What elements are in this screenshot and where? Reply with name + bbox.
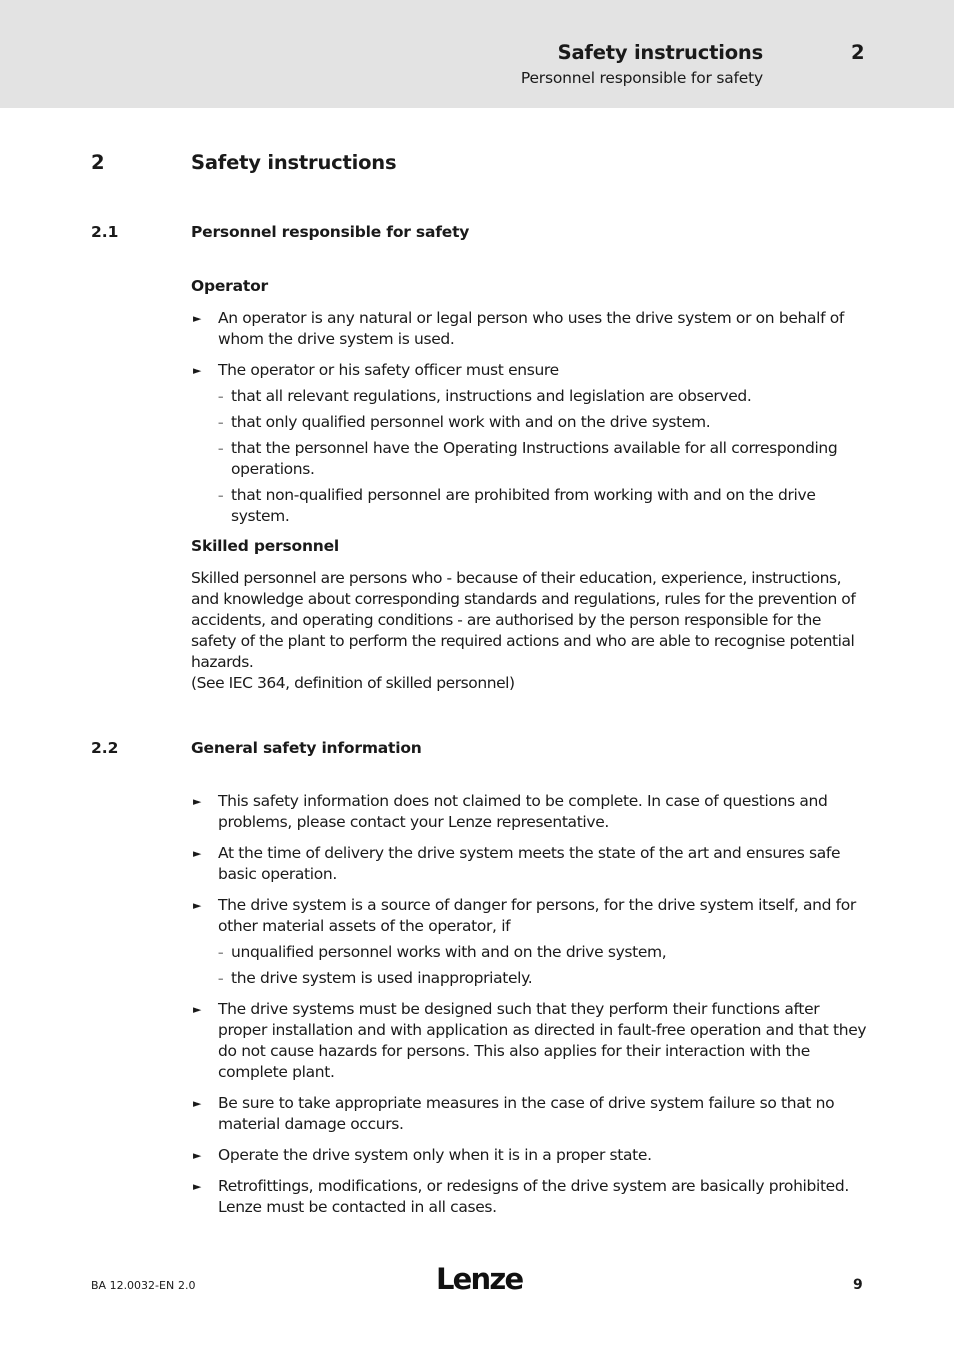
chapter-title: Safety instructions — [191, 151, 397, 174]
dash-item — [218, 968, 867, 989]
list-item — [191, 308, 867, 350]
operator-bullet-1: An operator is any natural or legal person who uses the drive system or on behalf of whom the drive system is used. — [218, 309, 845, 348]
list-item — [191, 791, 867, 833]
dash-marker: – — [218, 390, 224, 403]
chapter-number: 2 — [91, 151, 105, 174]
bullet-marker: ► — [193, 364, 202, 377]
bullet-text: At the time of delivery the drive system meets the state of the art and ensures safe basic operation. — [218, 844, 841, 883]
bullet-text: This safety information does not claimed to be complete. In case of questions and problems, please contact your Lenze representative. — [218, 792, 828, 831]
bullet-text: The drive systems must be designed such that they perform their functions after proper installation and with application as directed in fault-free operation and that they do not cause hazards for persons. This also applies for their interaction with the complete plant. — [218, 1000, 867, 1081]
operator-list — [191, 308, 867, 537]
bullet-marker: ► — [193, 312, 202, 325]
document-id: BA 12.0032-EN — [91, 1279, 175, 1292]
dash-item — [218, 942, 867, 963]
dash-marker: – — [218, 972, 224, 985]
dash-text: the drive system is used inappropriately. — [231, 969, 533, 987]
dash-text: unqualified personnel works with and on the drive system, — [231, 943, 667, 961]
header-title: Safety instructions — [557, 41, 763, 64]
bullet-marker: ► — [193, 795, 202, 808]
bullet-marker: ► — [193, 1097, 202, 1110]
lenze-logo: Lenze — [436, 1262, 523, 1296]
bullet-marker: ► — [193, 1149, 202, 1162]
operator-heading: Operator — [191, 277, 268, 295]
dash-marker: – — [218, 489, 224, 502]
dash-marker: – — [218, 416, 224, 429]
skilled-personnel-text: Skilled personnel are persons who - because of their education, experience, instructions, and knowledge about corresponding standards and regulations, rules for the prevention of accidents, and operating conditions - are authorised by the person responsible for the safety of the plant to perform the required actions and who are able to recognise potential hazards. — [191, 569, 856, 671]
page-header — [0, 0, 954, 108]
list-item — [191, 895, 867, 989]
skilled-personnel-body — [191, 568, 867, 694]
header-subtitle: Personnel responsible for safety — [520, 69, 763, 87]
bullet-marker: ► — [193, 1180, 202, 1193]
bullet-text: Retrofittings, modifications, or redesigns of the drive system are basically prohibited. Lenze must be contacted in all cases. — [218, 1177, 849, 1216]
bullet-text: Operate the drive system only when it is in a proper state. — [218, 1146, 652, 1164]
section-number-2-2: 2.2 — [91, 739, 119, 757]
dash-marker: – — [218, 442, 224, 455]
operator-bullet-2: The operator or his safety officer must ensure — [218, 361, 559, 379]
list-item — [191, 999, 867, 1083]
document-version: 2.0 — [178, 1279, 196, 1292]
dash-item — [218, 438, 867, 480]
list-item — [191, 1145, 867, 1166]
bullet-text: Be sure to take appropriate measures in the case of drive system failure so that no material damage occurs. — [218, 1094, 835, 1133]
list-item — [191, 1093, 867, 1135]
dash-item — [218, 386, 867, 407]
dash-text: that non-qualified personnel are prohibited from working with and on the drive system. — [231, 486, 816, 525]
bullet-marker: ► — [193, 847, 202, 860]
bullet-marker: ► — [193, 1003, 202, 1016]
section-title-2-2: General safety information — [191, 739, 422, 757]
dash-marker: – — [218, 946, 224, 959]
dash-text: that only qualified personnel work with and on the drive system. — [231, 413, 711, 431]
header-chapter-number: 2 — [851, 41, 865, 64]
skilled-personnel-heading: Skilled personnel — [191, 537, 340, 555]
skilled-personnel-note: (See IEC 364, definition of skilled personnel) — [191, 674, 515, 692]
dash-item — [218, 485, 867, 527]
section-number-2-1: 2.1 — [91, 223, 119, 241]
list-item — [191, 1176, 867, 1218]
list-item — [191, 360, 867, 527]
bullet-marker: ► — [193, 899, 202, 912]
general-safety-list — [191, 791, 867, 1228]
bullet-text: The drive system is a source of danger for persons, for the drive system itself, and for other material assets of the operator, if — [218, 896, 856, 935]
page-number: 9 — [853, 1277, 863, 1293]
section-title-2-1: Personnel responsible for safety — [191, 223, 470, 241]
dash-text: that the personnel have the Operating Instructions available for all corresponding operations. — [231, 439, 838, 478]
dash-item — [218, 412, 867, 433]
list-item — [191, 843, 867, 885]
dash-text: that all relevant regulations, instructions and legislation are observed. — [231, 387, 752, 405]
